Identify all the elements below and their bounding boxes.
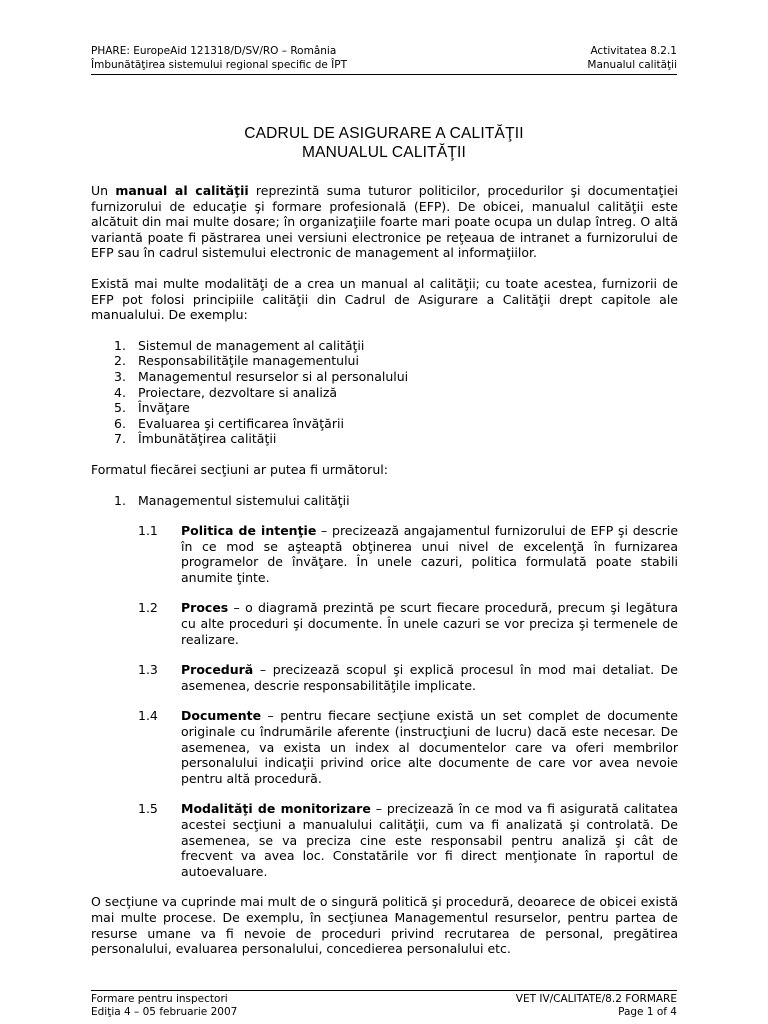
list-item xyxy=(91,369,678,385)
footer-right xyxy=(516,993,677,1019)
header-divider xyxy=(91,74,677,75)
list-item xyxy=(91,338,678,354)
subsection-term: Modalităţi de monitorizare xyxy=(181,801,371,817)
list-item-number: 5. xyxy=(114,400,126,416)
document-body xyxy=(91,183,678,957)
subsection-text: – pentru fiecare secţiune există un set complet de documente originale cu îndrumările aferente (instrucţiuni de lucru) dacă este necesar. De asemenea, va exista un index al documentelor care va oferi membrilor personalului indicaţii privind orice alte documente de care vor avea nevoie pentru altă procedură. xyxy=(181,708,678,786)
header-project-line: PHARE: EuropeAid 121318/D/SV/RO – România xyxy=(91,45,337,57)
subsection-item xyxy=(91,523,678,585)
list-item-text: Evaluarea şi certificarea învăţării xyxy=(138,415,344,431)
header-left xyxy=(91,44,347,72)
list-item-text: Responsabilităţile managementului xyxy=(138,353,359,369)
subsection-text: – precizează în ce mod va fi asigurată calitatea acestei secţiuni a manualului calităţii, cum va fi analizată şi controlată. De asemenea, se va preciza cine este responsabil pentru analiză şi cât de frecvent va avea loc. Constatările vor fi direct menţionate în raportul de autoevaluare. xyxy=(181,801,678,879)
footer-divider xyxy=(91,990,677,991)
list-item xyxy=(91,385,678,401)
footer-course-line: Formare pentru inspectori xyxy=(91,993,228,1005)
subsection-term: Procedură xyxy=(181,662,254,678)
list-item-number: 7. xyxy=(114,431,126,447)
list-item xyxy=(91,431,678,447)
subsection-term: Documente xyxy=(181,708,262,724)
list-item-text: Proiectare, dezvoltare si analiză xyxy=(138,384,338,400)
subsection-term: Politica de intenţie xyxy=(181,523,317,539)
footer-reference-line: VET IV/CALITATE/8.2 FORMARE xyxy=(515,993,677,1005)
paragraph-format-intro: Formatul fiecărei secţiuni ar putea fi următorul: xyxy=(91,461,388,477)
subsection-number: 1.4 xyxy=(138,708,158,724)
title-line-1: CADRUL DE ASIGURARE A CALITĂŢII xyxy=(244,125,524,142)
paragraph-methods: Există mai multe modalităţi de a crea un manual al calităţii; cu toate acestea, furnizorii de EFP pot folosi principiile calităţii din Cadrul de Asigurare a Calităţii drept capitole ale manualului. De exemplu: xyxy=(91,275,678,323)
subsection-number: 1.1 xyxy=(138,523,158,539)
page-number: Page 1 of 4 xyxy=(618,1006,677,1018)
section-title: Managementul sistemului calităţii xyxy=(138,492,350,508)
list-item xyxy=(91,353,678,369)
list-item-number: 1. xyxy=(114,337,126,353)
list-item-text: Învăţare xyxy=(138,400,190,416)
paragraph-intro-bold: manual al calităţii xyxy=(115,183,249,198)
subsection-item xyxy=(91,801,678,879)
title-line-2: MANUALUL CALITĂŢII xyxy=(301,144,467,161)
list-item-text: Îmbunătăţirea calităţii xyxy=(138,431,277,447)
subsection-text: – precizează angajamentul furnizorului de EFP şi descrie în ce mod se aşteaptă obţinerea unui nivel de excelenţă în furnizarea programelor de învăţare. În unele cazuri, politica formulată poate stabili anumite ţinte. xyxy=(181,523,679,585)
subsection-term: Proces xyxy=(181,600,229,616)
paragraph-intro-pre: Un xyxy=(91,183,116,198)
list-item-number: 3. xyxy=(114,368,126,384)
list-item xyxy=(91,400,678,416)
list-item-text: Managementul resurselor si al personalului xyxy=(138,368,409,384)
footer-edition-line: Ediţia 4 – 05 februarie 2007 xyxy=(91,1006,238,1018)
section-number: 1. xyxy=(114,492,126,508)
footer-left xyxy=(91,993,237,1019)
chapter-list xyxy=(91,338,678,447)
paragraph-intro xyxy=(91,183,678,261)
header-document-line: Manualul calităţii xyxy=(587,59,677,71)
section-heading xyxy=(91,493,678,509)
header-subtitle-line: Îmbunătăţirea sistemului regional specific de ÎPT xyxy=(91,59,347,71)
header-activity-line: Activitatea 8.2.1 xyxy=(590,45,677,57)
list-item xyxy=(91,416,678,432)
subsection-text: – o diagramă prezintă pe scurt fiecare procedură, precum şi legătura cu alte proceduri şi documente. În unele cazuri se vor preciza şi termenele de realizare. xyxy=(181,600,678,647)
subsection-item xyxy=(91,708,678,786)
paragraph-intro-post: reprezintă suma tuturor politicilor, procedurilor şi documentaţiei furnizorului de educaţie şi formare profesională (EFP). De obicei, manualul calităţii este alcătuit din mai multe dosare; în organizaţiile foarte mari poate ocupa un dulap întreg. O altă variantă poate fi păstrarea unei versiuni electronice pe reţeaua de intranet a furnizorului de EFP sau în cadrul sistemului electronic de management al informaţiilor. xyxy=(91,183,678,261)
subsection-number: 1.3 xyxy=(138,662,158,678)
subsection-number: 1.5 xyxy=(138,801,158,817)
subsection-item xyxy=(91,600,678,647)
subsection-item xyxy=(91,662,678,693)
list-item-text: Sistemul de management al calităţii xyxy=(138,337,365,353)
list-item-number: 2. xyxy=(114,353,126,369)
header-right xyxy=(587,44,677,72)
subsection-text: – precizează scopul şi explică procesul în mod mai detaliat. De asemenea, descrie responsabilităţile implicate. xyxy=(181,662,678,693)
subsection-number: 1.2 xyxy=(138,600,158,616)
list-item-number: 4. xyxy=(114,384,126,400)
list-item-number: 6. xyxy=(114,415,126,431)
document-title xyxy=(91,124,677,162)
paragraph-closing: O secţiune va cuprinde mai mult de o singură politică şi procedură, deoarece de obicei există mai multe procese. De exemplu, în secţiunea Managementul resurselor, pentru partea de resurse umane va fi nevoie de proceduri privind recrutarea de personal, pregătirea personalului, evaluarea personalului, concedierea personalului etc. xyxy=(91,894,678,957)
